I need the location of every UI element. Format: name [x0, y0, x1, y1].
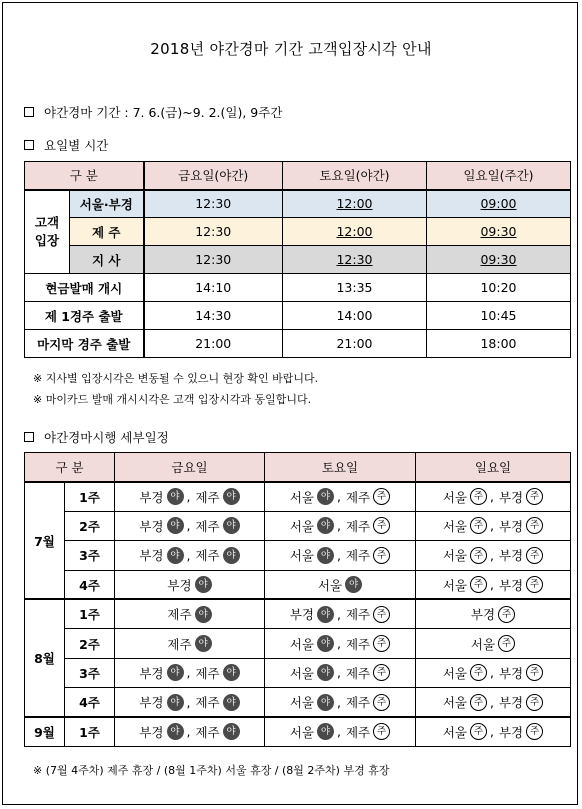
day-badge-icon: 주 — [526, 664, 543, 681]
schedule-cell-fri — [115, 658, 265, 687]
venue-name: 서울 — [289, 724, 314, 740]
time-cell: 21:00 — [283, 330, 427, 358]
venue-name: 제주 — [195, 518, 220, 534]
schedule-cell-sat — [265, 541, 416, 570]
venue-name: 제주 — [345, 518, 371, 534]
night-badge-icon: 야 — [223, 723, 240, 740]
separator: , — [337, 636, 341, 652]
time-cell: 12:30 — [283, 246, 427, 274]
night-badge-icon: 야 — [317, 547, 334, 564]
day-badge-icon: 주 — [470, 664, 487, 681]
venue-name: 제주 — [167, 636, 192, 652]
week-label: 1주 — [65, 482, 115, 511]
night-badge-icon: 야 — [345, 576, 362, 593]
night-badge-icon: 야 — [223, 664, 240, 681]
venue-name: 제주 — [195, 724, 220, 740]
separator: , — [490, 577, 494, 592]
header-sunday: 일요일 — [416, 453, 571, 482]
schedule-cell-sat — [265, 717, 416, 746]
night-badge-icon: 야 — [167, 547, 184, 564]
venue-name: 서울 — [289, 548, 314, 564]
day-badge-icon: 주 — [526, 576, 543, 593]
separator: , — [490, 518, 494, 534]
venue-name: 제주 — [167, 607, 192, 623]
time-cell: 09:30 — [427, 218, 571, 246]
day-badge-icon: 주 — [526, 517, 543, 534]
day-badge-icon: 주 — [373, 517, 390, 534]
venue-name: 부경 — [139, 724, 164, 740]
table-row — [25, 274, 571, 302]
venue-name: 서울 — [442, 489, 467, 505]
schedule-cell-fri — [115, 482, 265, 511]
header-friday: 금요일(야간) — [144, 162, 283, 190]
venue-name: 부경 — [498, 577, 524, 593]
header-saturday: 토요일(야간) — [283, 162, 427, 190]
schedule-cell-sun — [416, 511, 571, 540]
table-row — [25, 302, 571, 330]
header-sunday: 일요일(주간) — [427, 162, 571, 190]
venue-name: 제주 — [345, 548, 371, 564]
table-row — [25, 218, 571, 246]
schedule-cell-sat — [265, 658, 416, 687]
venue-name: 서울 — [442, 665, 467, 681]
night-badge-icon: 야 — [195, 635, 212, 652]
day-badge-icon: 주 — [498, 606, 515, 623]
night-badge-icon: 야 — [223, 488, 240, 505]
day-badge-icon: 주 — [498, 635, 515, 652]
venue-name: 서울 — [442, 724, 467, 740]
table-row — [25, 688, 571, 717]
day-badge-icon: 주 — [526, 723, 543, 740]
venue-name: 제주 — [195, 489, 220, 505]
night-badge-icon: 야 — [167, 723, 184, 740]
time-cell: 12:30 — [144, 190, 283, 218]
venue-name: 서울 — [442, 518, 467, 534]
row-label: 제 주 — [70, 218, 144, 246]
schedule-cell-sat — [265, 511, 416, 540]
week-label: 4주 — [65, 688, 115, 717]
night-badge-icon: 야 — [223, 517, 240, 534]
row-label: 지 사 — [70, 246, 144, 274]
schedule-cell-sun — [416, 482, 571, 511]
venue-name: 부경 — [498, 695, 524, 711]
venue-name: 부경 — [139, 695, 164, 711]
separator: , — [186, 489, 191, 505]
venue-name: 부경 — [498, 489, 524, 505]
venue-name: 제주 — [195, 665, 220, 681]
night-badge-icon: 야 — [195, 576, 212, 593]
schedule-cell-fri — [115, 570, 265, 599]
schedule-cell-sun — [416, 629, 571, 658]
week-label: 2주 — [65, 511, 115, 540]
venue-name: 부경 — [167, 577, 192, 593]
schedule-cell-sun — [416, 688, 571, 717]
square-bullet-icon — [24, 432, 34, 442]
venue-name: 제주 — [195, 695, 220, 711]
week-label: 3주 — [65, 541, 115, 570]
table-row — [25, 570, 571, 599]
night-badge-icon: 야 — [317, 664, 334, 681]
table-row — [25, 246, 571, 274]
schedule-cell-sat — [265, 482, 416, 511]
night-badge-icon: 야 — [195, 606, 212, 623]
schedule-cell-sun — [416, 599, 571, 628]
schedule-cell-sat — [265, 570, 416, 599]
separator: , — [186, 724, 191, 740]
schedule-cell-sun — [416, 658, 571, 687]
venue-name: 부경 — [139, 665, 164, 681]
table-row — [25, 511, 571, 540]
table-row — [25, 482, 571, 511]
schedule-cell-sat — [265, 599, 416, 628]
day-badge-icon: 주 — [470, 723, 487, 740]
month-label: 9월 — [25, 717, 65, 746]
separator: , — [337, 665, 341, 681]
day-badge-icon: 주 — [470, 576, 487, 593]
page-title: 2018년 야간경마 기간 고객입장시각 안내 — [150, 40, 432, 58]
month-label: 8월 — [25, 599, 65, 717]
period-text: 야간경마 기간 : 7. 6.(금)~9. 2.(일), 9주간 — [44, 105, 283, 120]
row-label: 현금발매 개시 — [25, 274, 144, 302]
time-cell: 12:00 — [283, 190, 427, 218]
night-schedule-table — [24, 452, 571, 747]
schedule-cell-sat — [265, 688, 416, 717]
table-row — [25, 717, 571, 746]
separator: , — [186, 547, 191, 563]
section-schedule-heading — [24, 428, 169, 446]
time-cell: 13:35 — [283, 274, 427, 302]
venue-name: 부경 — [498, 724, 524, 740]
table-header-row — [25, 162, 571, 190]
venue-name: 서울 — [442, 695, 467, 711]
week-label: 1주 — [65, 599, 115, 628]
night-badge-icon: 야 — [317, 635, 334, 652]
time-cell: 21:00 — [144, 330, 283, 358]
schedule-cell-fri — [115, 717, 265, 746]
venue-name: 부경 — [139, 548, 164, 564]
night-badge-icon: 야 — [317, 517, 334, 534]
day-badge-icon: 주 — [373, 547, 390, 564]
separator: , — [337, 724, 341, 740]
square-bullet-icon — [24, 140, 34, 150]
venue-name: 서울 — [442, 548, 467, 564]
night-badge-icon: 야 — [167, 517, 184, 534]
venue-name: 제주 — [345, 489, 371, 505]
table-row — [25, 330, 571, 358]
note-1: ※ 지사별 입장시각은 변동될 수 있으니 현장 확인 바랍니다. — [33, 372, 319, 385]
header-friday: 금요일 — [115, 453, 265, 482]
table-row — [25, 541, 571, 570]
period-line — [24, 103, 282, 121]
time-cell: 14:00 — [283, 302, 427, 330]
venue-name: 서울 — [470, 636, 496, 652]
row-label: 제 1경주 출발 — [25, 302, 144, 330]
time-cell: 12:30 — [144, 246, 283, 274]
time-cell: 10:45 — [427, 302, 571, 330]
schedule-cell-fri — [115, 599, 265, 628]
time-cell: 10:20 — [427, 274, 571, 302]
venue-name: 제주 — [345, 636, 371, 652]
row-label: 서울·부경 — [70, 190, 144, 218]
venue-name: 부경 — [498, 548, 524, 564]
venue-name: 서울 — [289, 636, 314, 652]
night-badge-icon: 야 — [317, 606, 334, 623]
separator: , — [337, 606, 341, 622]
night-badge-icon: 야 — [167, 694, 184, 711]
week-label: 2주 — [65, 629, 115, 658]
schedule-cell-sun — [416, 717, 571, 746]
schedule-cell-sat — [265, 629, 416, 658]
separator: , — [490, 694, 494, 710]
time-cell: 14:30 — [144, 302, 283, 330]
venue-name: 서울 — [289, 489, 314, 505]
venue-name: 부경 — [498, 665, 524, 681]
schedule-cell-sun — [416, 541, 571, 570]
separator: , — [490, 665, 494, 681]
day-badge-icon: 주 — [470, 488, 487, 505]
venue-name: 부경 — [498, 518, 524, 534]
weekday-time-table — [24, 161, 571, 358]
separator: , — [337, 694, 341, 710]
schedule-cell-fri — [115, 688, 265, 717]
header-category: 구 분 — [25, 453, 115, 482]
night-badge-icon: 야 — [317, 488, 334, 505]
venue-name: 서울 — [289, 665, 314, 681]
venue-name: 부경 — [470, 607, 496, 623]
table-row — [25, 629, 571, 658]
venue-name: 제주 — [345, 665, 371, 681]
time-cell: 09:00 — [427, 190, 571, 218]
day-badge-icon: 주 — [470, 517, 487, 534]
separator: , — [186, 694, 191, 710]
day-badge-icon: 주 — [373, 723, 390, 740]
week-label: 3주 — [65, 658, 115, 687]
venue-name: 제주 — [345, 724, 371, 740]
section-weekday-heading — [24, 136, 108, 154]
time-cell: 14:10 — [144, 274, 283, 302]
day-badge-icon: 주 — [526, 488, 543, 505]
night-badge-icon: 야 — [223, 694, 240, 711]
venue-name: 서울 — [442, 577, 467, 593]
venue-name: 제주 — [345, 607, 371, 623]
day-badge-icon: 주 — [470, 547, 487, 564]
separator: , — [186, 518, 191, 534]
month-label: 7월 — [25, 482, 65, 600]
header-saturday: 토요일 — [265, 453, 416, 482]
entry-group-label: 고객 입장 — [25, 190, 70, 274]
separator: , — [337, 518, 341, 534]
section1-title: 요일별 시간 — [44, 138, 109, 153]
separator: , — [186, 665, 191, 681]
venue-name: 서울 — [289, 695, 314, 711]
venue-name: 부경 — [139, 518, 164, 534]
day-badge-icon: 주 — [373, 606, 390, 623]
schedule-cell-fri — [115, 629, 265, 658]
day-badge-icon: 주 — [470, 694, 487, 711]
venue-name: 서울 — [317, 577, 343, 593]
venue-name: 제주 — [345, 695, 371, 711]
separator: , — [490, 489, 494, 505]
time-cell: 12:00 — [283, 218, 427, 246]
time-cell: 18:00 — [427, 330, 571, 358]
square-bullet-icon — [24, 107, 34, 117]
venue-name: 제주 — [195, 548, 220, 564]
venue-name: 부경 — [289, 607, 314, 623]
day-badge-icon: 주 — [373, 694, 390, 711]
separator: , — [337, 547, 341, 563]
note-2: ※ 마이카드 발매 개시시각은 고객 입장시각과 동일합니다. — [33, 393, 312, 406]
venue-name: 부경 — [139, 489, 164, 505]
day-badge-icon: 주 — [373, 635, 390, 652]
table-row — [25, 599, 571, 628]
venue-name: 서울 — [289, 518, 314, 534]
week-label: 4주 — [65, 570, 115, 599]
table-header-row — [25, 453, 571, 482]
night-badge-icon: 야 — [223, 547, 240, 564]
table-row — [25, 658, 571, 687]
closure-footnote: ※ (7월 4주차) 제주 휴장 / (8월 1주차) 서울 휴장 / (8월 2주차) 부경 휴장 — [33, 764, 390, 777]
night-badge-icon: 야 — [317, 694, 334, 711]
separator: , — [490, 547, 494, 563]
night-badge-icon: 야 — [167, 664, 184, 681]
separator: , — [337, 489, 341, 505]
night-badge-icon: 야 — [167, 488, 184, 505]
schedule-cell-sun — [416, 570, 571, 599]
day-badge-icon: 주 — [526, 694, 543, 711]
row-label: 마지막 경주 출발 — [25, 330, 144, 358]
separator: , — [490, 724, 494, 740]
schedule-cell-fri — [115, 511, 265, 540]
schedule-cell-fri — [115, 541, 265, 570]
header-category: 구 분 — [25, 162, 144, 190]
day-badge-icon: 주 — [373, 664, 390, 681]
table-row — [25, 190, 571, 218]
day-badge-icon: 주 — [526, 547, 543, 564]
week-label: 1주 — [65, 717, 115, 746]
time-cell: 12:30 — [144, 218, 283, 246]
section2-title: 야간경마시행 세부일정 — [44, 430, 169, 445]
time-cell: 09:30 — [427, 246, 571, 274]
day-badge-icon: 주 — [373, 488, 390, 505]
night-badge-icon: 야 — [317, 723, 334, 740]
